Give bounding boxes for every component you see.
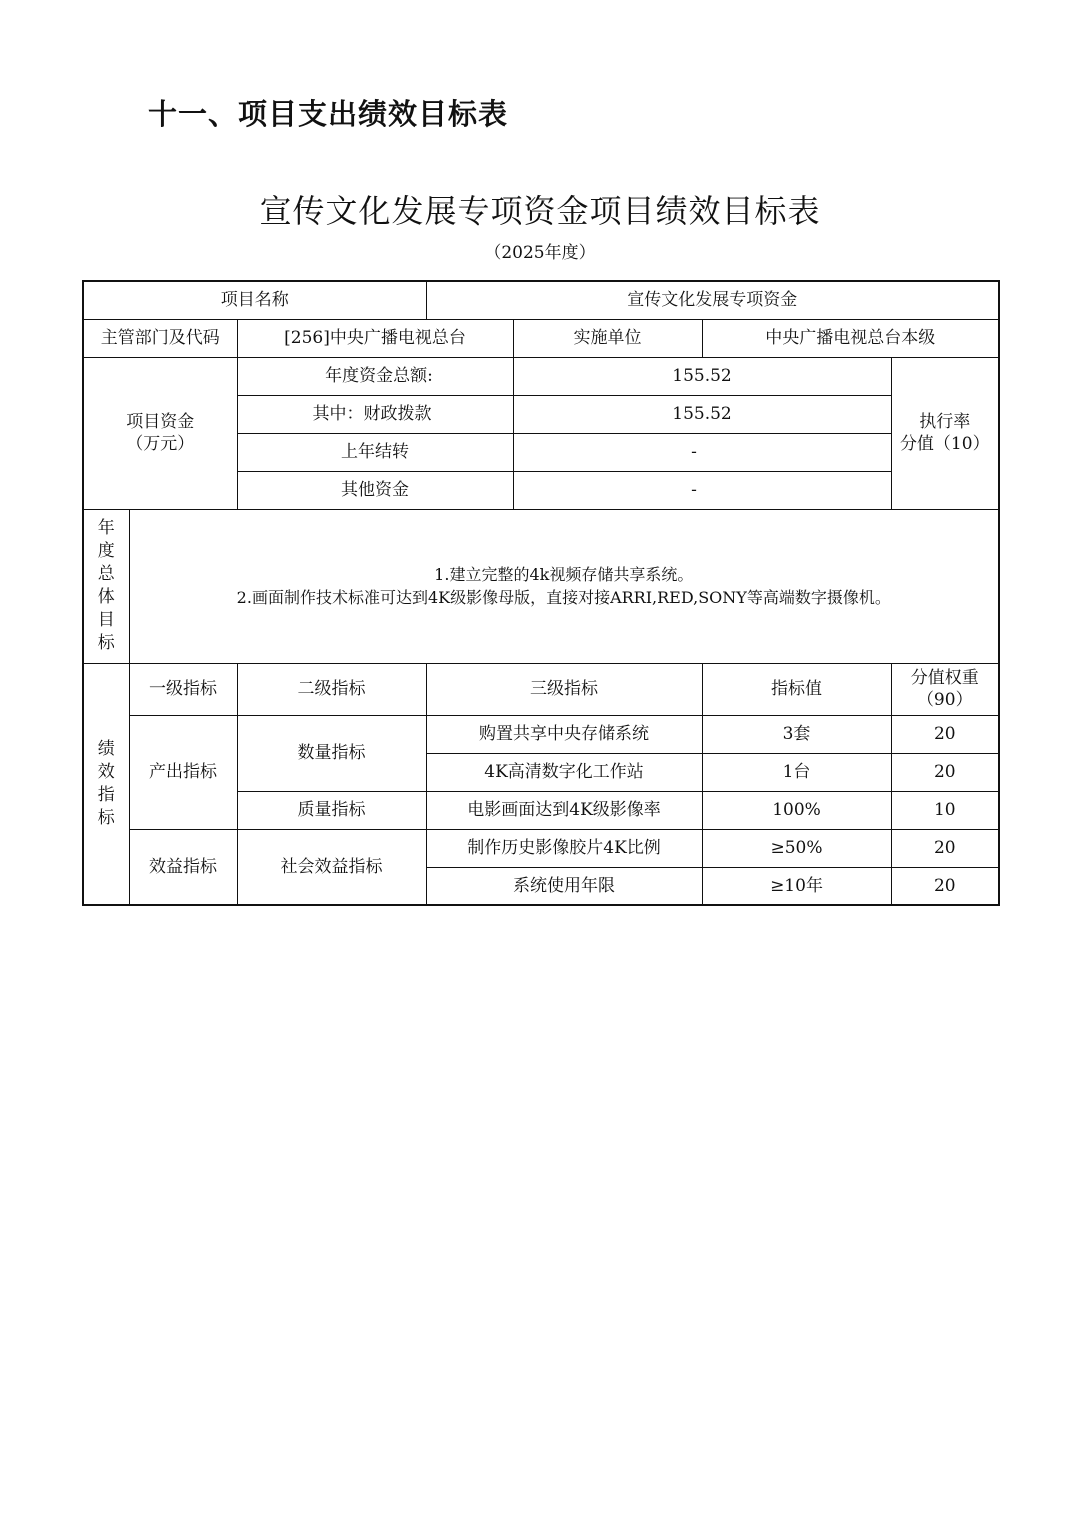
execution-rate-label: 执行率 bbox=[919, 412, 971, 432]
group-output: 产出指标 bbox=[129, 715, 237, 829]
annual-goal-item: 2.画面制作技术标准可达到4K级影像母版，直接对接ARRI,RED,SONY等高端数字摄像机。 bbox=[236, 588, 891, 607]
header-level3: 三级指标 bbox=[426, 663, 702, 715]
indicator-weight: 20 bbox=[891, 753, 999, 791]
indicator-level3: 电影画面达到4K级影像率 bbox=[426, 791, 702, 829]
section-heading: 十一、项目支出绩效目标表 bbox=[148, 97, 509, 131]
table-row bbox=[83, 715, 999, 753]
department-value: [256]中央广播电视总台 bbox=[237, 319, 513, 357]
fund-fiscal-label: 其中：财政拨款 bbox=[237, 395, 513, 433]
fund-total-value: 155.52 bbox=[513, 357, 891, 395]
fund-fiscal-value: 155.52 bbox=[513, 395, 891, 433]
document-title: 宣传文化发展专项资金项目绩效目标表 bbox=[259, 192, 821, 230]
indicator-value: 100% bbox=[702, 791, 891, 829]
group-quantity: 数量指标 bbox=[237, 715, 426, 791]
indicator-weight: 20 bbox=[891, 829, 999, 867]
indicator-value: 1台 bbox=[702, 753, 891, 791]
annual-goal-item: 1.建立完整的4k视频存储共享系统。 bbox=[434, 565, 694, 584]
indicators-label bbox=[83, 663, 129, 905]
indicator-level3: 购置共享中央存储系统 bbox=[426, 715, 702, 753]
project-funds-label bbox=[83, 357, 237, 509]
indicator-weight: 20 bbox=[891, 867, 999, 905]
indicator-value: ≥10年 bbox=[702, 867, 891, 905]
annual-goal-label-text: 年度总体目标 bbox=[97, 518, 115, 653]
group-quality: 质量指标 bbox=[237, 791, 426, 829]
department-label: 主管部门及代码 bbox=[83, 319, 237, 357]
indicator-value: ≥50% bbox=[702, 829, 891, 867]
fund-carryover-label: 上年结转 bbox=[237, 433, 513, 471]
department-row bbox=[83, 319, 999, 357]
fund-other-label: 其他资金 bbox=[237, 471, 513, 509]
execution-rate-score: 分值（10） bbox=[899, 434, 990, 454]
indicator-weight: 10 bbox=[891, 791, 999, 829]
table-row bbox=[83, 829, 999, 867]
performance-target-table bbox=[82, 280, 1000, 906]
group-benefit: 效益指标 bbox=[129, 829, 237, 905]
fund-total-label: 年度资金总额: bbox=[237, 357, 513, 395]
header-weight-line2: （90） bbox=[916, 690, 973, 710]
indicator-level3: 系统使用年限 bbox=[426, 867, 702, 905]
execution-rate-cell bbox=[891, 357, 999, 509]
indicator-weight: 20 bbox=[891, 715, 999, 753]
annual-goal-label bbox=[83, 509, 129, 663]
annual-goal-content bbox=[129, 509, 999, 663]
header-level2: 二级指标 bbox=[237, 663, 426, 715]
header-weight bbox=[891, 663, 999, 715]
group-social-benefit: 社会效益指标 bbox=[237, 829, 426, 905]
header-value: 指标值 bbox=[702, 663, 891, 715]
project-funds-label-line1: 项目资金 bbox=[126, 412, 195, 432]
indicator-header-row bbox=[83, 663, 999, 715]
implementing-unit-value: 中央广播电视总台本级 bbox=[702, 319, 999, 357]
indicator-value: 3套 bbox=[702, 715, 891, 753]
project-funds-label-line2: （万元） bbox=[126, 434, 195, 454]
project-name-row bbox=[83, 281, 999, 319]
indicator-level3: 制作历史影像胶片4K比例 bbox=[426, 829, 702, 867]
header-weight-line1: 分值权重 bbox=[910, 668, 979, 688]
implementing-unit-label: 实施单位 bbox=[513, 319, 702, 357]
fund-other-value: - bbox=[513, 471, 891, 509]
fund-row bbox=[83, 357, 999, 395]
header-level1: 一级指标 bbox=[129, 663, 237, 715]
annual-goal-row bbox=[83, 509, 999, 663]
indicators-label-text: 绩效指标 bbox=[97, 738, 115, 828]
project-name-value: 宣传文化发展专项资金 bbox=[426, 281, 999, 319]
indicator-level3: 4K高清数字化工作站 bbox=[426, 753, 702, 791]
document-year: （2025年度） bbox=[484, 243, 596, 263]
project-name-label: 项目名称 bbox=[83, 281, 426, 319]
fund-carryover-value: - bbox=[513, 433, 891, 471]
